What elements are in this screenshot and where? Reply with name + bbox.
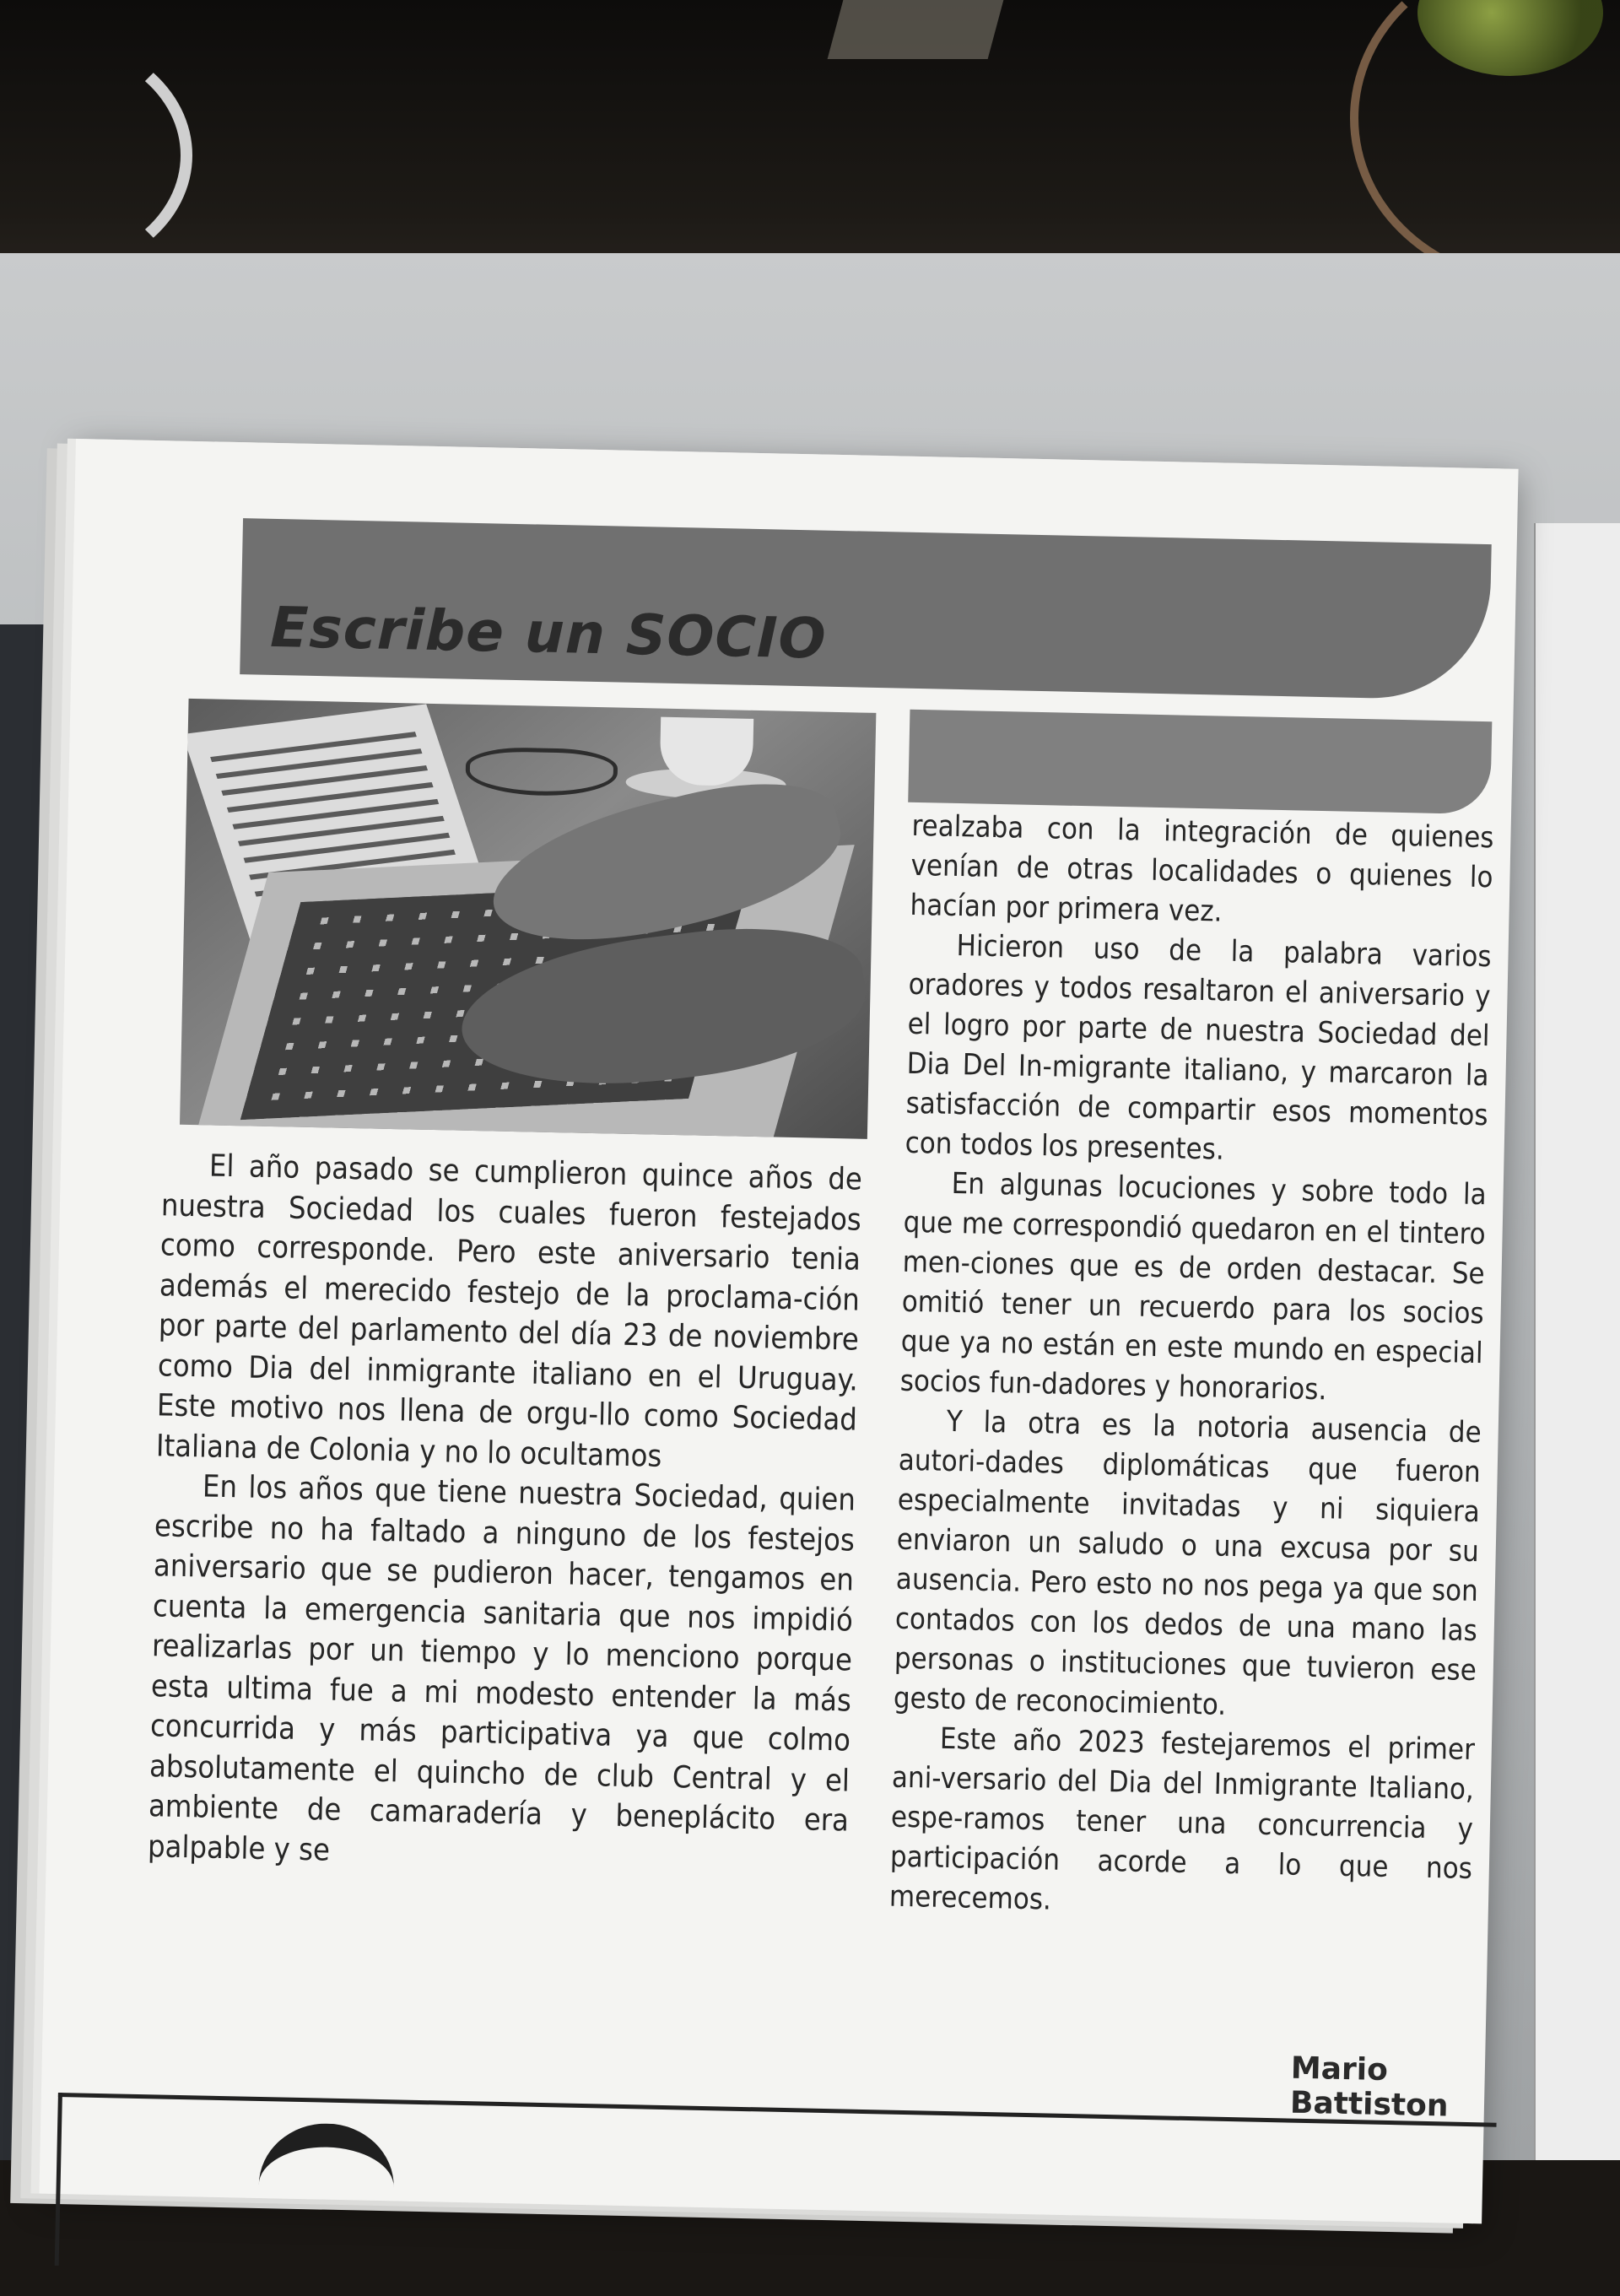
right-text-column <box>889 807 1494 1929</box>
paragraph: En los años que tiene nuestra Sociedad, quien escribe no ha faltado a ninguno de los festejos aniversario que se pudieron hacer, tengamos en cuenta la emergencia sanitaria que nos impidió realizarlas por un tiempo y lo menciono porque esta ultima fue a mi modesto entender la más concurrida y más participativa ya que colmo absolutamente el quincho de club Central y el ambiente de camaradería y beneplácito era palpable y se <box>147 1469 856 1868</box>
paragraph: En algunas locuciones y sobre todo la que me correspondió quedaron en el tintero men-ciones que es de orden destacar. Se omitió tener un recuerdo para los socios que ya no están en este mundo en especial socios fun-dadores y honorarios. <box>899 1166 1488 1407</box>
paragraph: Y la otra es la notoria ausencia de autori-dades diplomáticas que fueron especialmente invitadas y ni siquiera enviaron un saludo o una excusa por su ausencia. Pero esto no nos pega ya que son contados con los dedos de una mano las personas o instituciones que tuvieron ese gesto de reconocimiento. <box>893 1404 1482 1722</box>
author-signature: Mario Battiston <box>1289 2050 1449 2124</box>
decorative-banner <box>908 710 1492 814</box>
brown-tube <box>1350 0 1620 287</box>
laptop-photo <box>180 699 876 1139</box>
magazine-page <box>39 439 1518 2223</box>
paragraph: Este año 2023 festejaremos el primer ani-versario del Dia del Inmigrante Italiano, espe-ramos tener una concurrencia y participación acorde a lo que nos merecemos. <box>888 1721 1476 1917</box>
paragraph: Hicieron uso de la palabra varios oradores y todos resaltaron el aniversario y el logro por parte de nuestra Sociedad del Dia Del In-migrante italiano, y marcaron la satisfacción de compartir esos momentos con todos los presentes. <box>904 928 1492 1167</box>
left-text-column <box>148 1145 863 1881</box>
adjacent-page-edge <box>1534 523 1620 2160</box>
section-title: Escribe un SOCIO <box>269 594 828 672</box>
plastic-bag <box>828 0 1004 59</box>
eyeglasses <box>465 747 618 797</box>
paragraph: El año pasado se cumplieron quince años de nuestra Sociedad los cuales fueron festejados como corresponde. Pero este aniversario tenia además el merecido festejo de la proclama-ción por parte del parlamento del día 23 de noviembre como Dia del inmigrante italiano en el Uruguay. Este motivo nos llena de orgu-llo como Sociedad Italiana de Colonia y no lo ocultamos <box>155 1148 863 1474</box>
paragraph: realzaba con la integración de quienes venían de otras localidades o quienes lo hacían por primera vez. <box>910 808 1494 929</box>
